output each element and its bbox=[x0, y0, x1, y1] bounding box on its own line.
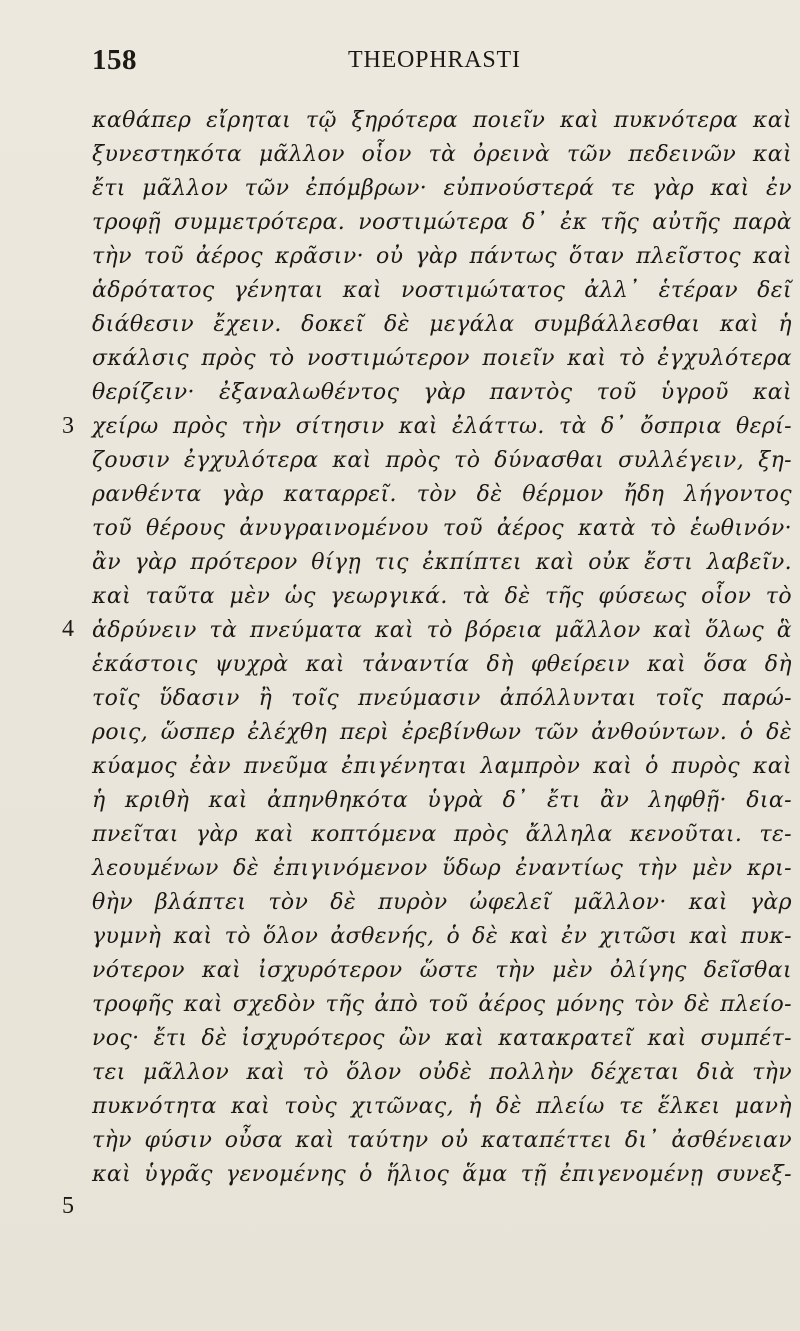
text-line: τοῦ θέρους ἀνυγραινομένου τοῦ ἀέρος κατὰ τὸ ἑωθινόν· bbox=[92, 516, 792, 541]
text-line: θερίζειν· ἐξαναλωθέντος γὰρ παντὸς τοῦ ὑγροῦ καὶ bbox=[92, 380, 792, 405]
text-line: τὴν φύσιν οὖσα καὶ ταύτην οὐ καταπέττει δι᾿ ἀσθένειαν bbox=[92, 1128, 792, 1153]
text-line: ἑκάστοις ψυχρὰ καὶ τἀναντία δὴ φθείρειν καὶ ὅσα δὴ bbox=[92, 652, 792, 677]
section-number-5: 5 bbox=[62, 1193, 74, 1219]
text-line: τοῖς ὕδασιν ἢ τοῖς πνεύμασιν ἀπόλλυνται τοῖς παρώ- bbox=[92, 686, 792, 711]
text-line: ἔτι μᾶλλον τῶν ἐπόμβρων· εὐπνούστερά τε γὰρ καὶ ἐν bbox=[92, 176, 792, 201]
text-line: λεουμένων δὲ ἐπιγινόμενον ὕδωρ ἐναντίως τὴν μὲν κρι- bbox=[92, 856, 792, 881]
text-line: ἡ κριθὴ καὶ ἀπηνθηκότα ὑγρὰ δ᾿ ἔτι ἂν ληφθῇ· δια- bbox=[92, 788, 792, 813]
text-line: τροφῇ συμμετρότερα. νοστιμώτερα δ᾿ ἐκ τῆς αὐτῆς παρὰ bbox=[92, 210, 792, 235]
text-line: πνεῖται γὰρ καὶ κοπτόμενα πρὸς ἄλληλα κενοῦται. τε- bbox=[92, 822, 792, 847]
text-line: ξυνεστηκότα μᾶλλον οἷον τὰ ὀρεινὰ τῶν πεδεινῶν καὶ bbox=[92, 142, 792, 167]
text-line: τὴν τοῦ ἀέρος κρᾶσιν· οὐ γὰρ πάντως ὅταν πλεῖστος καὶ bbox=[92, 244, 792, 269]
text-line: νότερον καὶ ἰσχυρότερον ὥστε τὴν μὲν ὀλίγης δεῖσθαι bbox=[92, 958, 792, 983]
text-line: καὶ ὑγρᾶς γενομένης ὁ ἥλιος ἅμα τῇ ἐπιγενομένῃ συνεξ- bbox=[92, 1162, 792, 1187]
greek-text-body bbox=[92, 104, 792, 1192]
text-line: τροφῆς καὶ σχεδὸν τῆς ἀπὸ τοῦ ἀέρος μόνης τὸν δὲ πλείο- bbox=[92, 992, 792, 1017]
text-line: ροις, ὥσπερ ἐλέχθη περὶ ἐρεβίνθων τῶν ἀνθούντων. ὁ δὲ bbox=[92, 720, 792, 745]
text-line: ζουσιν ἐγχυλότερα καὶ πρὸς τὸ δύνασθαι συλλέγειν, ξη- bbox=[92, 448, 792, 473]
text-line: θὴν βλάπτει τὸν δὲ πυρὸν ὠφελεῖ μᾶλλον· καὶ γὰρ bbox=[92, 890, 792, 915]
text-line: ἁδρύνειν τὰ πνεύματα καὶ τὸ βόρεια μᾶλλον καὶ ὅλως ἃ bbox=[92, 618, 792, 643]
text-line: σκάλσις πρὸς τὸ νοστιμώτερον ποιεῖν καὶ τὸ ἐγχυλότερα bbox=[92, 346, 792, 371]
page-number: 158 bbox=[92, 44, 137, 76]
text-line: χείρω πρὸς τὴν σίτησιν καὶ ἐλάττω. τὰ δ᾿ ὄσπρια θερί- bbox=[92, 414, 792, 439]
text-line: διάθεσιν ἔχειν. δοκεῖ δὲ μεγάλα συμβάλλεσθαι καὶ ἡ bbox=[92, 312, 792, 337]
text-line: καθάπερ εἴρηται τῷ ξηρότερα ποιεῖν καὶ πυκνότερα καὶ bbox=[92, 108, 792, 133]
text-line: ρανθέντα γὰρ καταρρεῖ. τὸν δὲ θέρμον ἤδη λήγοντος bbox=[92, 482, 792, 507]
section-number-4: 4 bbox=[62, 616, 74, 642]
text-line: νος· ἔτι δὲ ἰσχυρότερος ὢν καὶ κατακρατεῖ καὶ συμπέτ- bbox=[92, 1026, 792, 1051]
section-number-3: 3 bbox=[62, 413, 74, 439]
text-line: καὶ ταῦτα μὲν ὡς γεωργικά. τὰ δὲ τῆς φύσεως οἷον τὸ bbox=[92, 584, 792, 609]
text-line: γυμνὴ καὶ τὸ ὅλον ἀσθενής, ὁ δὲ καὶ ἐν χιτῶσι καὶ πυκ- bbox=[92, 924, 792, 949]
text-line: τει μᾶλλον καὶ τὸ ὅλον οὐδὲ πολλὴν δέχεται διὰ τὴν bbox=[92, 1060, 792, 1085]
text-line: πυκνότητα καὶ τοὺς χιτῶνας, ἡ δὲ πλείω τε ἕλκει μανὴ bbox=[92, 1094, 792, 1119]
text-line: κύαμος ἐὰν πνεῦμα ἐπιγένηται λαμπρὸν καὶ ὁ πυρὸς καὶ bbox=[92, 754, 792, 779]
text-line: ἂν γὰρ πρότερον θίγῃ τις ἐκπίπτει καὶ οὐκ ἔστι λαβεῖν. bbox=[92, 550, 792, 575]
page-header bbox=[0, 44, 800, 84]
running-head: THEOPHRASTI bbox=[348, 47, 521, 73]
text-line: ἁδρότατος γένηται καὶ νοστιμώτατος ἀλλ᾿ ἑτέραν δεῖ bbox=[92, 278, 792, 303]
